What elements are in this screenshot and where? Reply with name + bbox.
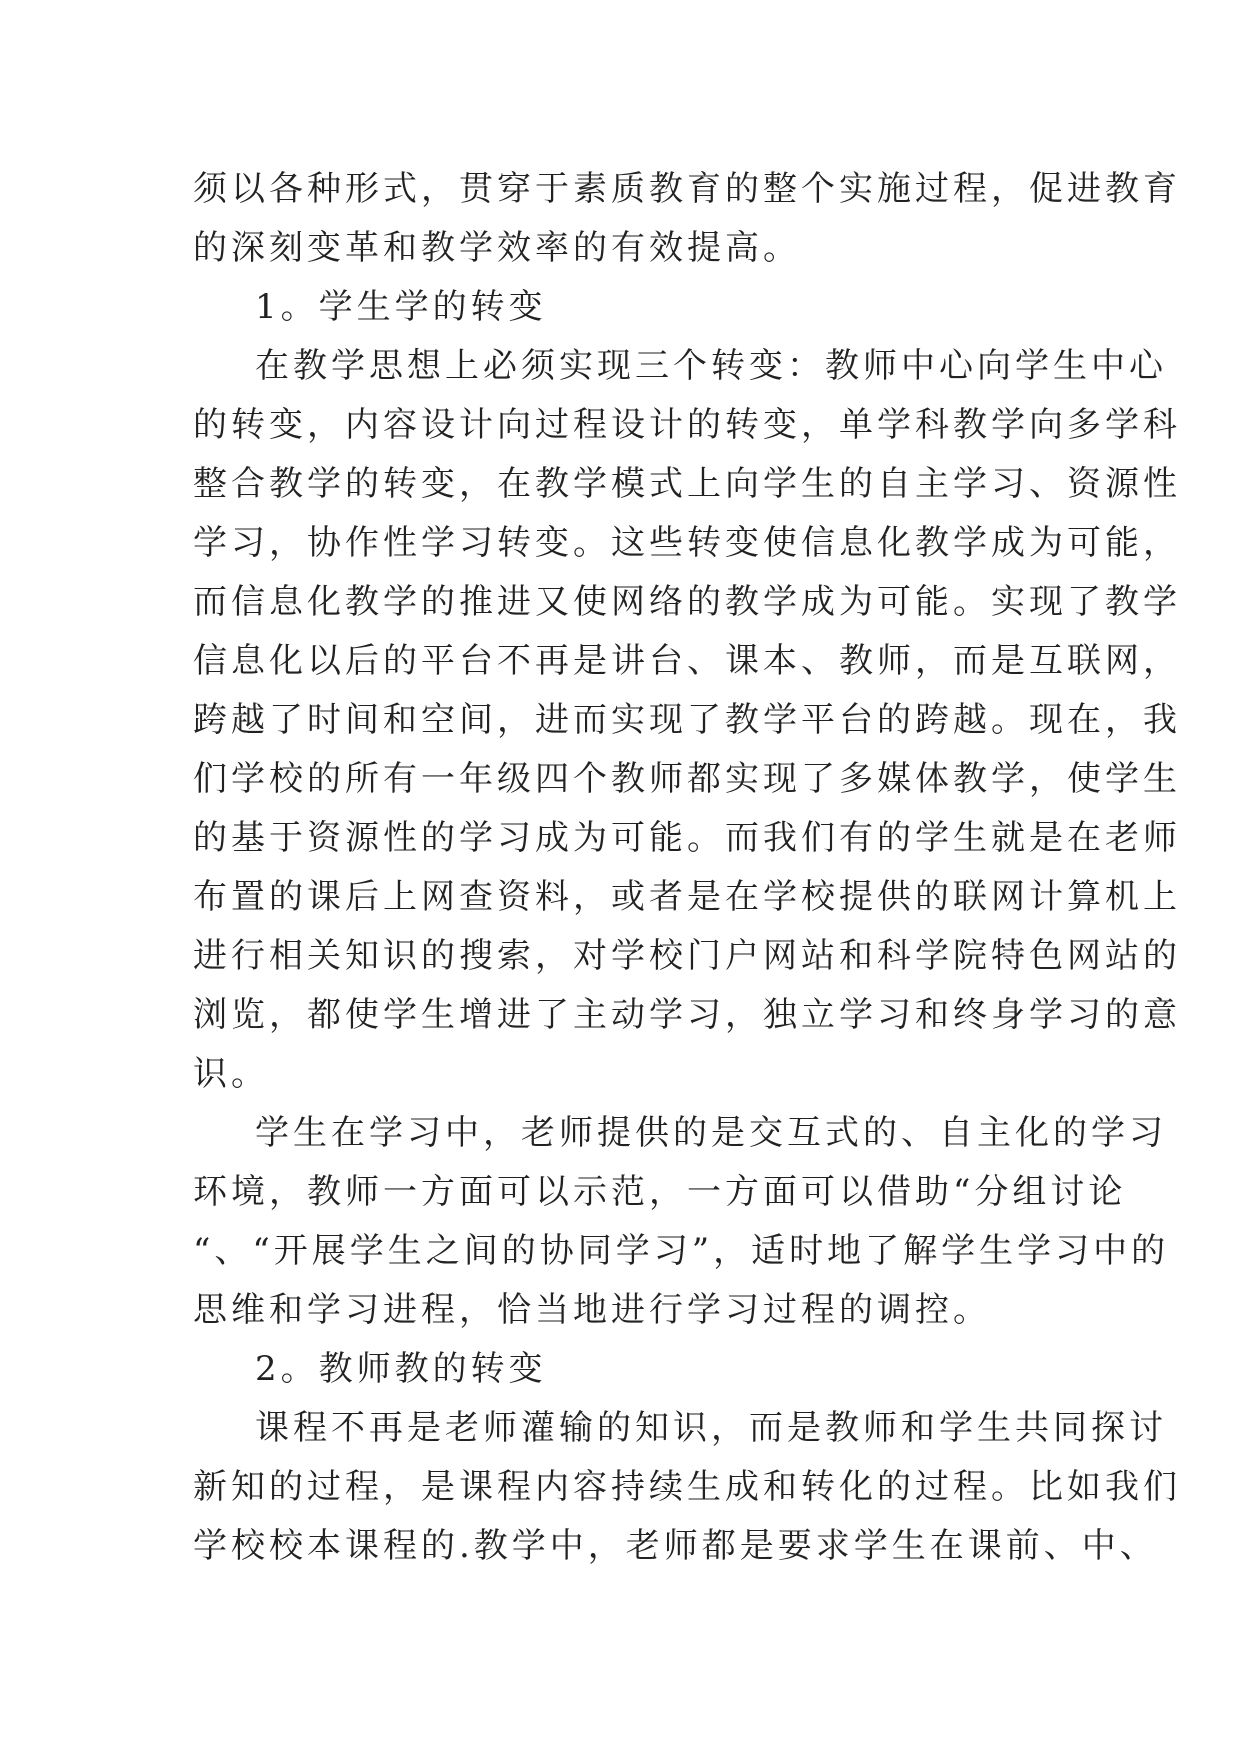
text-line: 信息化以后的平台不再是讲台、课本、教师，而是互联网， [193, 641, 1181, 681]
text-line: 识。 [193, 1054, 269, 1094]
text-line: 课程不再是老师灌输的知识，而是教师和学生共同探讨 [255, 1408, 1167, 1448]
text-line: 学习，协作性学习转变。这些转变使信息化教学成为可能， [193, 523, 1181, 563]
text-line: 环境，教师一方面可以示范，一方面可以借助“分组讨论 [193, 1172, 1127, 1212]
text-line: 思维和学习进程，恰当地进行学习过程的调控。 [193, 1290, 991, 1330]
text-line: 进行相关知识的搜索，对学校门户网站和科学院特色网站的 [193, 936, 1181, 976]
text-line: 在教学思想上必须实现三个转变：教师中心向学生中心 [255, 346, 1167, 386]
body-text [193, 160, 1181, 1576]
text-line: 的基于资源性的学习成为可能。而我们有的学生就是在老师 [193, 818, 1181, 858]
text-line: 们学校的所有一年级四个教师都实现了多媒体教学，使学生 [193, 759, 1181, 799]
text-line: 整合教学的转变，在教学模式上向学生的自主学习、资源性 [193, 464, 1181, 504]
text-line: 而信息化教学的推进又使网络的教学成为可能。实现了教学 [193, 582, 1181, 622]
text-line: 跨越了时间和空间，进而实现了教学平台的跨越。现在，我 [193, 700, 1181, 740]
section-heading: 1。学生学的转变 [255, 287, 547, 327]
text-line: 布置的课后上网查资料，或者是在学校提供的联网计算机上 [193, 877, 1181, 917]
text-line: “、“开展学生之间的协同学习”，适时地了解学生学习中的 [193, 1231, 1170, 1271]
text-line: 学生在学习中，老师提供的是交互式的、自主化的学习 [255, 1113, 1167, 1153]
text-line: 的转变，内容设计向过程设计的转变，单学科教学向多学科 [193, 405, 1181, 445]
text-line: 的深刻变革和教学效率的有效提高。 [193, 228, 801, 268]
text-line: 须以各种形式，贯穿于素质教育的整个实施过程，促进教育 [193, 169, 1181, 209]
text-line: 新知的过程，是课程内容持续生成和转化的过程。比如我们 [193, 1467, 1181, 1507]
text-line: 学校校本课程的.教学中，老师都是要求学生在课前、中、 [193, 1526, 1158, 1566]
text-line: 浏览，都使学生增进了主动学习，独立学习和终身学习的意 [193, 995, 1181, 1035]
section-heading: 2。教师教的转变 [255, 1349, 547, 1389]
